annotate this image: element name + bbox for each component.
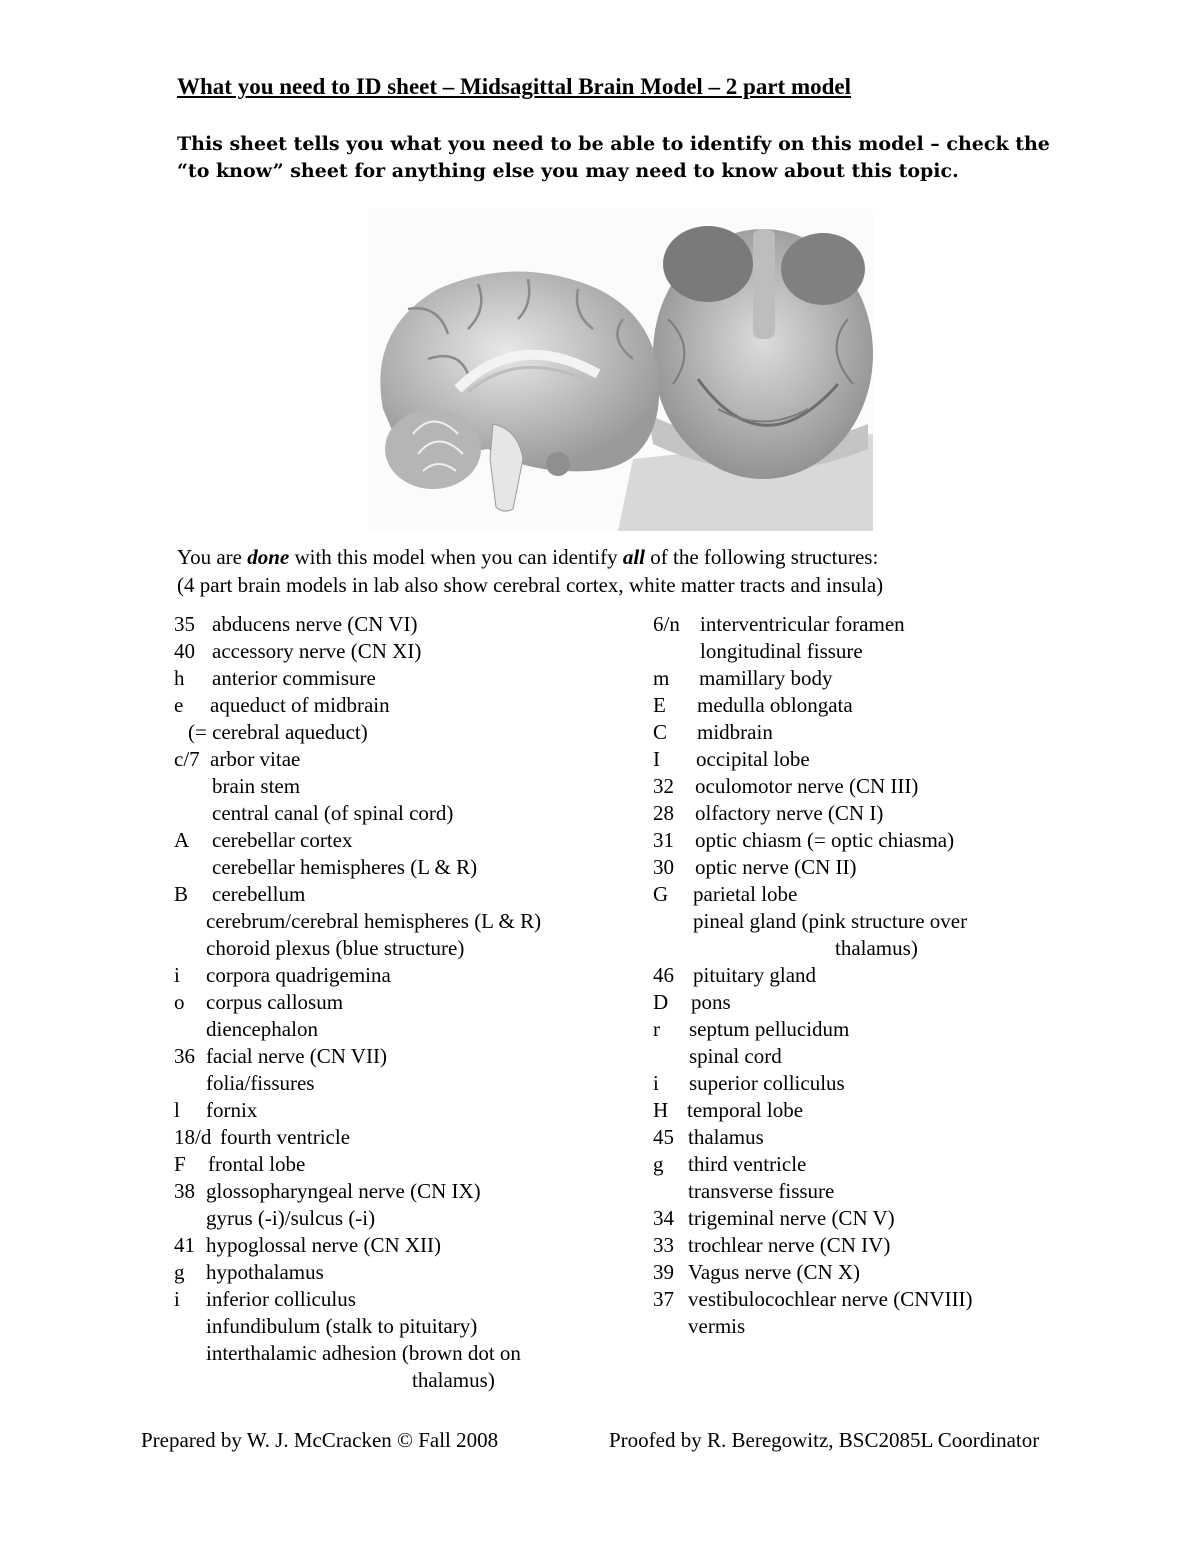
structure-code: 39 xyxy=(653,1260,674,1284)
all-emphasis: all xyxy=(622,545,645,569)
structure-label: gyrus (-i)/sulcus (-i) xyxy=(206,1206,376,1230)
structure-code: 35 xyxy=(174,612,195,636)
structure-label: corpus callosum xyxy=(206,990,344,1014)
structure-label: thalamus xyxy=(688,1125,764,1149)
structure-label: corpora quadrigemina xyxy=(206,963,391,987)
structure-label: pineal gland (pink structure over xyxy=(693,909,968,933)
structure-code: 46 xyxy=(653,963,674,987)
structure-label: thalamus) xyxy=(412,1368,495,1392)
structure-label: parietal lobe xyxy=(693,882,798,906)
structure-code: g xyxy=(653,1152,664,1176)
structure-code: h xyxy=(174,666,185,690)
done-line-1 xyxy=(177,543,1077,571)
structure-code: 40 xyxy=(174,639,195,663)
structure-label: optic chiasm (= optic chiasma) xyxy=(695,828,955,852)
structure-label: pituitary gland xyxy=(693,963,817,987)
structure-code: c/7 xyxy=(174,747,200,771)
structure-label: hypoglossal nerve (CN XII) xyxy=(206,1233,442,1257)
structure-label: thalamus) xyxy=(835,936,918,960)
structure-label: cerebellum xyxy=(212,882,306,906)
structure-code: l xyxy=(174,1098,180,1122)
structure-label: occipital lobe xyxy=(696,747,810,771)
structure-label: optic nerve (CN II) xyxy=(695,855,857,879)
structure-label: interthalamic adhesion (brown dot on xyxy=(206,1341,521,1365)
structure-label: longitudinal fissure xyxy=(700,639,863,663)
structure-label: pons xyxy=(691,990,731,1014)
structure-label: central canal (of spinal cord) xyxy=(212,801,454,825)
done-text-post: of the following structures: xyxy=(645,545,879,569)
structure-code: g xyxy=(174,1260,185,1284)
structure-label: cerebrum/cerebral hemispheres (L & R) xyxy=(206,909,542,933)
structure-code: I xyxy=(653,747,660,771)
structure-label: mamillary body xyxy=(699,666,833,690)
structure-code: e xyxy=(174,693,184,717)
structure-label: inferior colliculus xyxy=(206,1287,356,1311)
structure-label: medulla oblongata xyxy=(697,693,853,717)
structure-label: hypothalamus xyxy=(206,1260,324,1284)
structure-label: Vagus nerve (CN X) xyxy=(688,1260,861,1284)
done-text-pre: You are xyxy=(177,545,248,569)
brain-model-photo xyxy=(368,209,873,531)
structure-label: choroid plexus (blue structure) xyxy=(206,936,465,960)
structure-label: trochlear nerve (CN IV) xyxy=(688,1233,891,1257)
done-line-2: (4 part brain models in lab also show cerebral cortex, white matter tracts and insula) xyxy=(177,573,884,597)
structure-label: brain stem xyxy=(212,774,301,798)
structure-label: superior colliculus xyxy=(689,1071,845,1095)
structure-code: 41 xyxy=(174,1233,195,1257)
intro-text xyxy=(177,131,1050,185)
structure-label: fornix xyxy=(206,1098,258,1122)
structure-code: B xyxy=(174,882,189,906)
structure-code: 38 xyxy=(174,1179,195,1203)
structure-label: diencephalon xyxy=(206,1017,318,1041)
structure-code: i xyxy=(174,963,180,987)
structure-label: aqueduct of midbrain xyxy=(210,693,390,717)
structure-code: C xyxy=(653,720,668,744)
structure-label: folia/fissures xyxy=(206,1071,315,1095)
structure-label: fourth ventricle xyxy=(220,1125,351,1149)
structure-code: 31 xyxy=(653,828,674,852)
structure-code: E xyxy=(653,693,666,717)
done-emphasis: done xyxy=(247,545,290,569)
structure-label: anterior commisure xyxy=(212,666,376,690)
structure-code: 45 xyxy=(653,1125,674,1149)
done-statement xyxy=(177,543,1077,599)
footer-prepared-by: Prepared by W. J. McCracken © Fall 2008 xyxy=(141,1428,499,1452)
structure-label: oculomotor nerve (CN III) xyxy=(695,774,919,798)
structure-code: D xyxy=(653,990,669,1014)
structure-code: r xyxy=(653,1017,660,1041)
structure-label: cerebellar cortex xyxy=(212,828,353,852)
structure-label: septum pellucidum xyxy=(689,1017,850,1041)
intro-line-2: “to know” sheet for anything else you may need to know about this topic. xyxy=(177,160,959,182)
done-text-mid: with this model when you can identify xyxy=(289,545,623,569)
structure-code: 36 xyxy=(174,1044,195,1068)
structure-label: trigeminal nerve (CN V) xyxy=(688,1206,895,1230)
structure-label: olfactory nerve (CN I) xyxy=(695,801,884,825)
structure-code: A xyxy=(174,828,190,852)
structure-code: 18/d xyxy=(174,1125,212,1149)
structure-label: abducens nerve (CN VI) xyxy=(212,612,418,636)
structure-label: vermis xyxy=(688,1314,746,1338)
structure-label: accessory nerve (CN XI) xyxy=(212,639,422,663)
structure-code: F xyxy=(174,1152,186,1176)
structure-code: 28 xyxy=(653,801,674,825)
structure-code: 33 xyxy=(653,1233,674,1257)
structure-label: infundibulum (stalk to pituitary) xyxy=(206,1314,478,1338)
structure-code: m xyxy=(653,666,670,690)
structure-code: H xyxy=(653,1098,669,1122)
brain-model-icon xyxy=(368,209,873,531)
structure-code: 30 xyxy=(653,855,674,879)
structure-code: 6/n xyxy=(653,612,680,636)
structure-label: (= cerebral aqueduct) xyxy=(188,720,368,744)
structure-code: 37 xyxy=(653,1287,674,1311)
structure-code: G xyxy=(653,882,669,906)
structure-label: frontal lobe xyxy=(208,1152,306,1176)
structure-label: spinal cord xyxy=(689,1044,782,1068)
footer-proofed-by: Proofed by R. Beregowitz, BSC2085L Coordinator xyxy=(609,1428,1040,1452)
structure-code: i xyxy=(174,1287,180,1311)
structure-label: third ventricle xyxy=(688,1152,807,1176)
structure-label: glossopharyngeal nerve (CN IX) xyxy=(206,1179,481,1203)
structure-label: cerebellar hemispheres (L & R) xyxy=(212,855,478,879)
intro-line-1: This sheet tells you what you need to be able to identify on this model – check the xyxy=(177,133,1050,155)
structure-label: transverse fissure xyxy=(688,1179,835,1203)
structure-label: facial nerve (CN VII) xyxy=(206,1044,387,1068)
structure-label: temporal lobe xyxy=(687,1098,804,1122)
structure-code: i xyxy=(653,1071,659,1095)
structure-label: interventricular foramen xyxy=(700,612,905,636)
structure-code: o xyxy=(174,990,185,1014)
structure-code: 32 xyxy=(653,774,674,798)
structure-code: 34 xyxy=(653,1206,674,1230)
structure-label: arbor vitae xyxy=(210,747,301,771)
page-title: What you need to ID sheet – Midsagittal Brain Model – 2 part model xyxy=(177,74,852,99)
structure-label: midbrain xyxy=(697,720,773,744)
structure-label: vestibulocochlear nerve (CNVIII) xyxy=(688,1287,973,1311)
